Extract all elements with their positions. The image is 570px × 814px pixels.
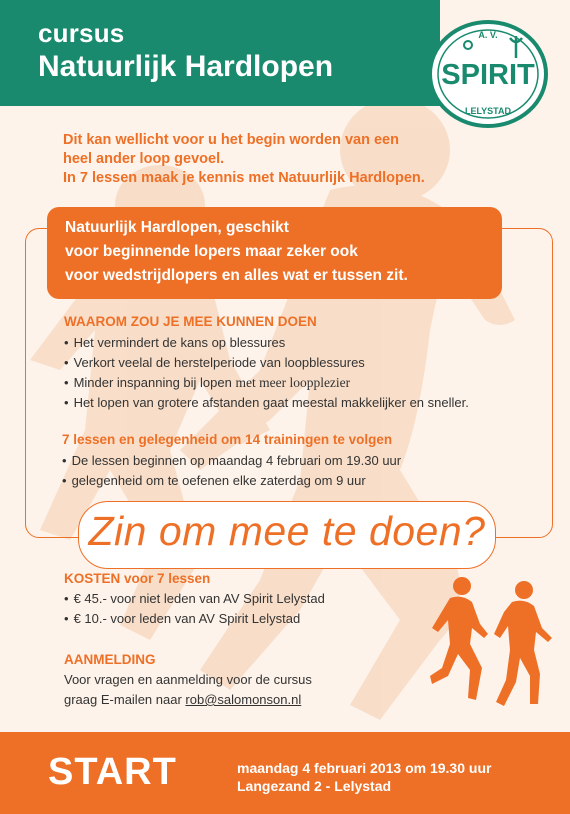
email-link[interactable]: rob@salomonson.nl xyxy=(185,692,302,707)
lessons-list xyxy=(62,451,401,491)
costs-list xyxy=(64,589,325,629)
highlight-line: voor wedstrijdlopers en alles wat er tussen zit. xyxy=(65,267,408,284)
signup-line: Voor vragen en aanmelding voor de cursus xyxy=(64,672,312,687)
list-item-text: € 10.- voor leden van AV Spirit Lelystad xyxy=(73,611,301,626)
why-list xyxy=(64,333,469,413)
intro-text xyxy=(63,131,523,188)
list-item xyxy=(64,353,469,373)
list-item xyxy=(64,589,325,609)
highlight-box xyxy=(47,207,502,299)
list-item-text: € 45.- voor niet leden van AV Spirit Lelystad xyxy=(73,591,325,606)
two-runners-silhouette-icon xyxy=(420,572,560,722)
list-item xyxy=(64,393,469,413)
title-small: cursus xyxy=(38,18,125,48)
signup-heading: AANMELDING xyxy=(64,652,156,667)
why-heading: WAAROM ZOU JE MEE KUNNEN DOEN xyxy=(64,314,317,329)
list-item-text: gelegenheid om te oefenen elke zaterdag om 9 uur xyxy=(71,473,366,488)
logo-bottom-text: LELYSTAD xyxy=(464,106,512,116)
intro-line: In 7 lessen maak je kennis met Natuurlijk Hardlopen. xyxy=(63,170,425,186)
list-item-text: Verkort veelal de herstelperiode van loopblessures xyxy=(73,355,365,370)
intro-line: heel ander loop gevoel. xyxy=(63,151,225,167)
cta-text: Zin om mee te doen? xyxy=(88,508,486,554)
list-item xyxy=(64,373,469,393)
list-item-text: Minder inspanning bij lopen xyxy=(73,375,232,390)
start-label: START xyxy=(48,751,177,793)
spirit-club-logo-icon xyxy=(426,18,550,130)
highlight-line: Natuurlijk Hardlopen, geschikt xyxy=(65,219,289,236)
list-item xyxy=(64,609,325,629)
signup-prefix: graag E-mailen naar xyxy=(64,692,186,707)
list-item xyxy=(64,333,469,353)
page-title: Natuurlijk Hardlopen xyxy=(38,50,334,83)
logo-top-text: A. V. xyxy=(478,30,498,40)
lessons-heading: 7 lessen en gelegenheid om 14 trainingen te volgen xyxy=(62,432,393,447)
list-item-suffix: met meer loopplezier xyxy=(235,375,351,390)
list-item-text: De lessen beginnen op maandag 4 februari om 19.30 uur xyxy=(71,453,402,468)
signup-email-line xyxy=(64,690,301,710)
list-item xyxy=(62,471,401,491)
list-item-text: Het lopen van grotere afstanden gaat meestal makkelijker en sneller. xyxy=(73,395,469,410)
start-date: maandag 4 februari 2013 om 19.30 uur xyxy=(237,760,492,776)
start-location: Langezand 2 - Lelystad xyxy=(237,778,392,794)
intro-line: Dit kan wellicht voor u het begin worden van een xyxy=(63,132,399,148)
logo-name: SPIRIT xyxy=(441,59,535,91)
highlight-line: voor beginnende lopers maar zeker ook xyxy=(65,243,358,260)
list-item xyxy=(62,451,401,471)
costs-heading: KOSTEN voor 7 lessen xyxy=(64,571,211,586)
list-item-text: Het vermindert de kans op blessures xyxy=(73,335,286,350)
